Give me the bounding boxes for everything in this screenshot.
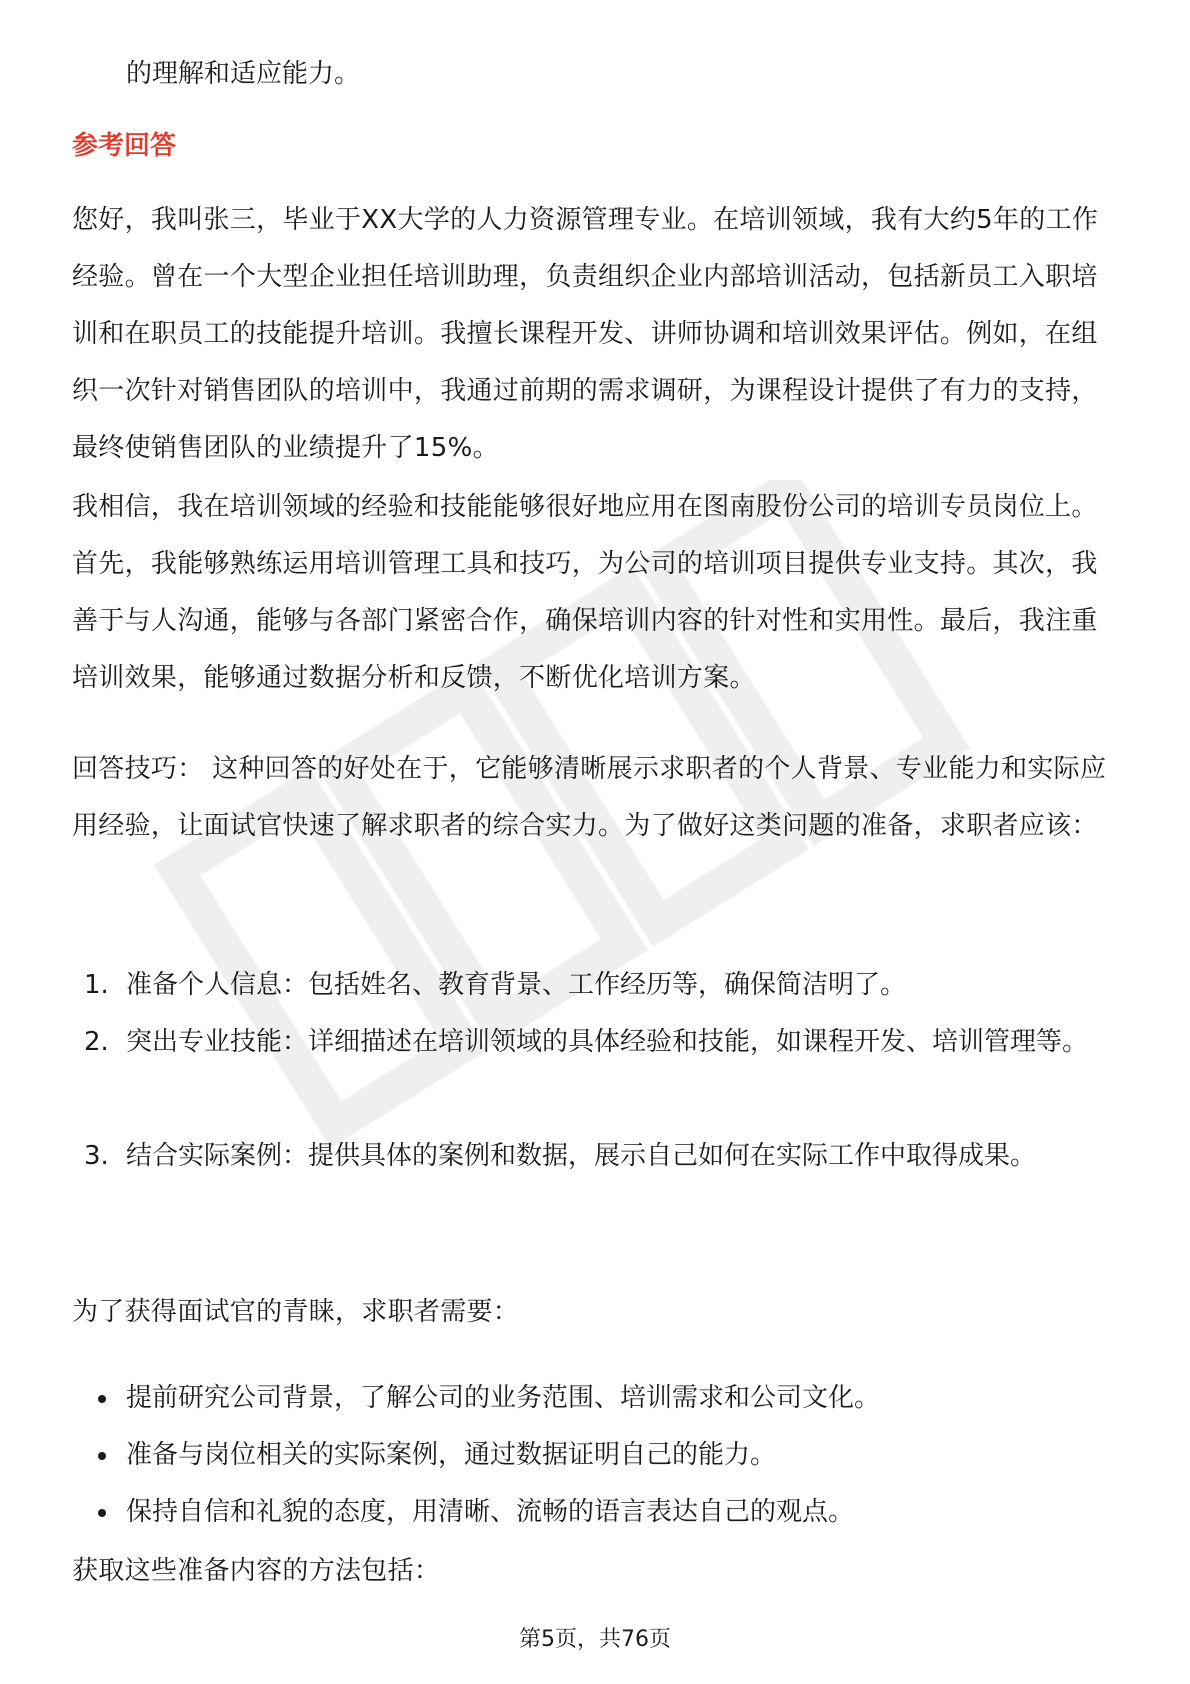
bullet-icon <box>98 1509 106 1517</box>
list-item <box>72 1427 1122 1484</box>
list-item <box>72 1014 1122 1128</box>
list-item <box>72 1128 1122 1242</box>
tips-paragraph: 回答技巧： 这种回答的好处在于，它能够清晰展示求职者的个人背景、专业能力和实际应用经验，让面试官快速了解求职者的综合实力。为了做好这类问题的准备，求职者应该： <box>72 754 1107 841</box>
list-item-text: 准备个人信息：包括姓名、教育背景、工作经历等，确保简洁明了。 <box>126 970 907 1000</box>
page-footer: 第5页，共76页 <box>519 1627 671 1652</box>
answer-paragraph-2: 我相信，我在培训领域的经验和技能能够很好地应用在图南股份公司的培训专员岗位上。首先，我能够熟练运用培训管理工具和技巧，为公司的培训项目提供专业支持。其次，我善于与人沟通，能够与各部门紧密合作，确保培训内容的针对性和实用性。最后，我注重培训效果，能够通过数据分析和反馈，不断优化培训方案。 <box>72 492 1098 693</box>
list-item <box>72 1370 1122 1427</box>
list-item-text: 准备与岗位相关的实际案例，通过数据证明自己的能力。 <box>126 1440 777 1470</box>
list-item <box>72 1484 1122 1541</box>
bullet-icon <box>98 1395 106 1403</box>
methods-paragraph: 获取这些准备内容的方法包括： <box>72 1556 441 1586</box>
requirements-bullet-list <box>72 1370 1122 1541</box>
list-item-number: 1. <box>84 970 109 1000</box>
answer-paragraph-1: 您好，我叫张三，毕业于XX大学的人力资源管理专业。在培训领域，我有大约5年的工作经验。曾在一个大型企业担任培训助理，负责组织企业内部培训活动，包括新员工入职培训和在职员工的技能提升培训。我擅长课程开发、讲师协调和培训效果评估。例如，在组织一次针对销售团队的培训中，我通过前期的需求调研，为课程设计提供了有力的支持，最终使销售团队的业绩提升了15%。 <box>72 205 1099 463</box>
list-item-text: 突出专业技能：详细描述在培训领域的具体经验和技能，如课程开发、培训管理等。 <box>126 1027 1089 1057</box>
section-heading: 参考回答 <box>72 131 177 161</box>
list-item-text: 结合实际案例：提供具体的案例和数据，展示自己如何在实际工作中取得成果。 <box>126 1141 1037 1171</box>
list-item-text: 保持自信和礼貌的态度，用清晰、流畅的语言表达自己的观点。 <box>126 1497 855 1527</box>
preparation-ordered-list <box>72 957 1122 1242</box>
requirements-paragraph: 为了获得面试官的青睐，求职者需要： <box>72 1297 520 1327</box>
list-item-number: 2. <box>84 1027 109 1057</box>
bullet-icon <box>98 1452 106 1460</box>
list-item <box>72 957 1122 1014</box>
continuation-text: 的理解和适应能力。 <box>126 59 361 89</box>
list-item-text: 提前研究公司背景，了解公司的业务范围、培训需求和公司文化。 <box>126 1383 881 1413</box>
list-item-number: 3. <box>84 1141 109 1171</box>
